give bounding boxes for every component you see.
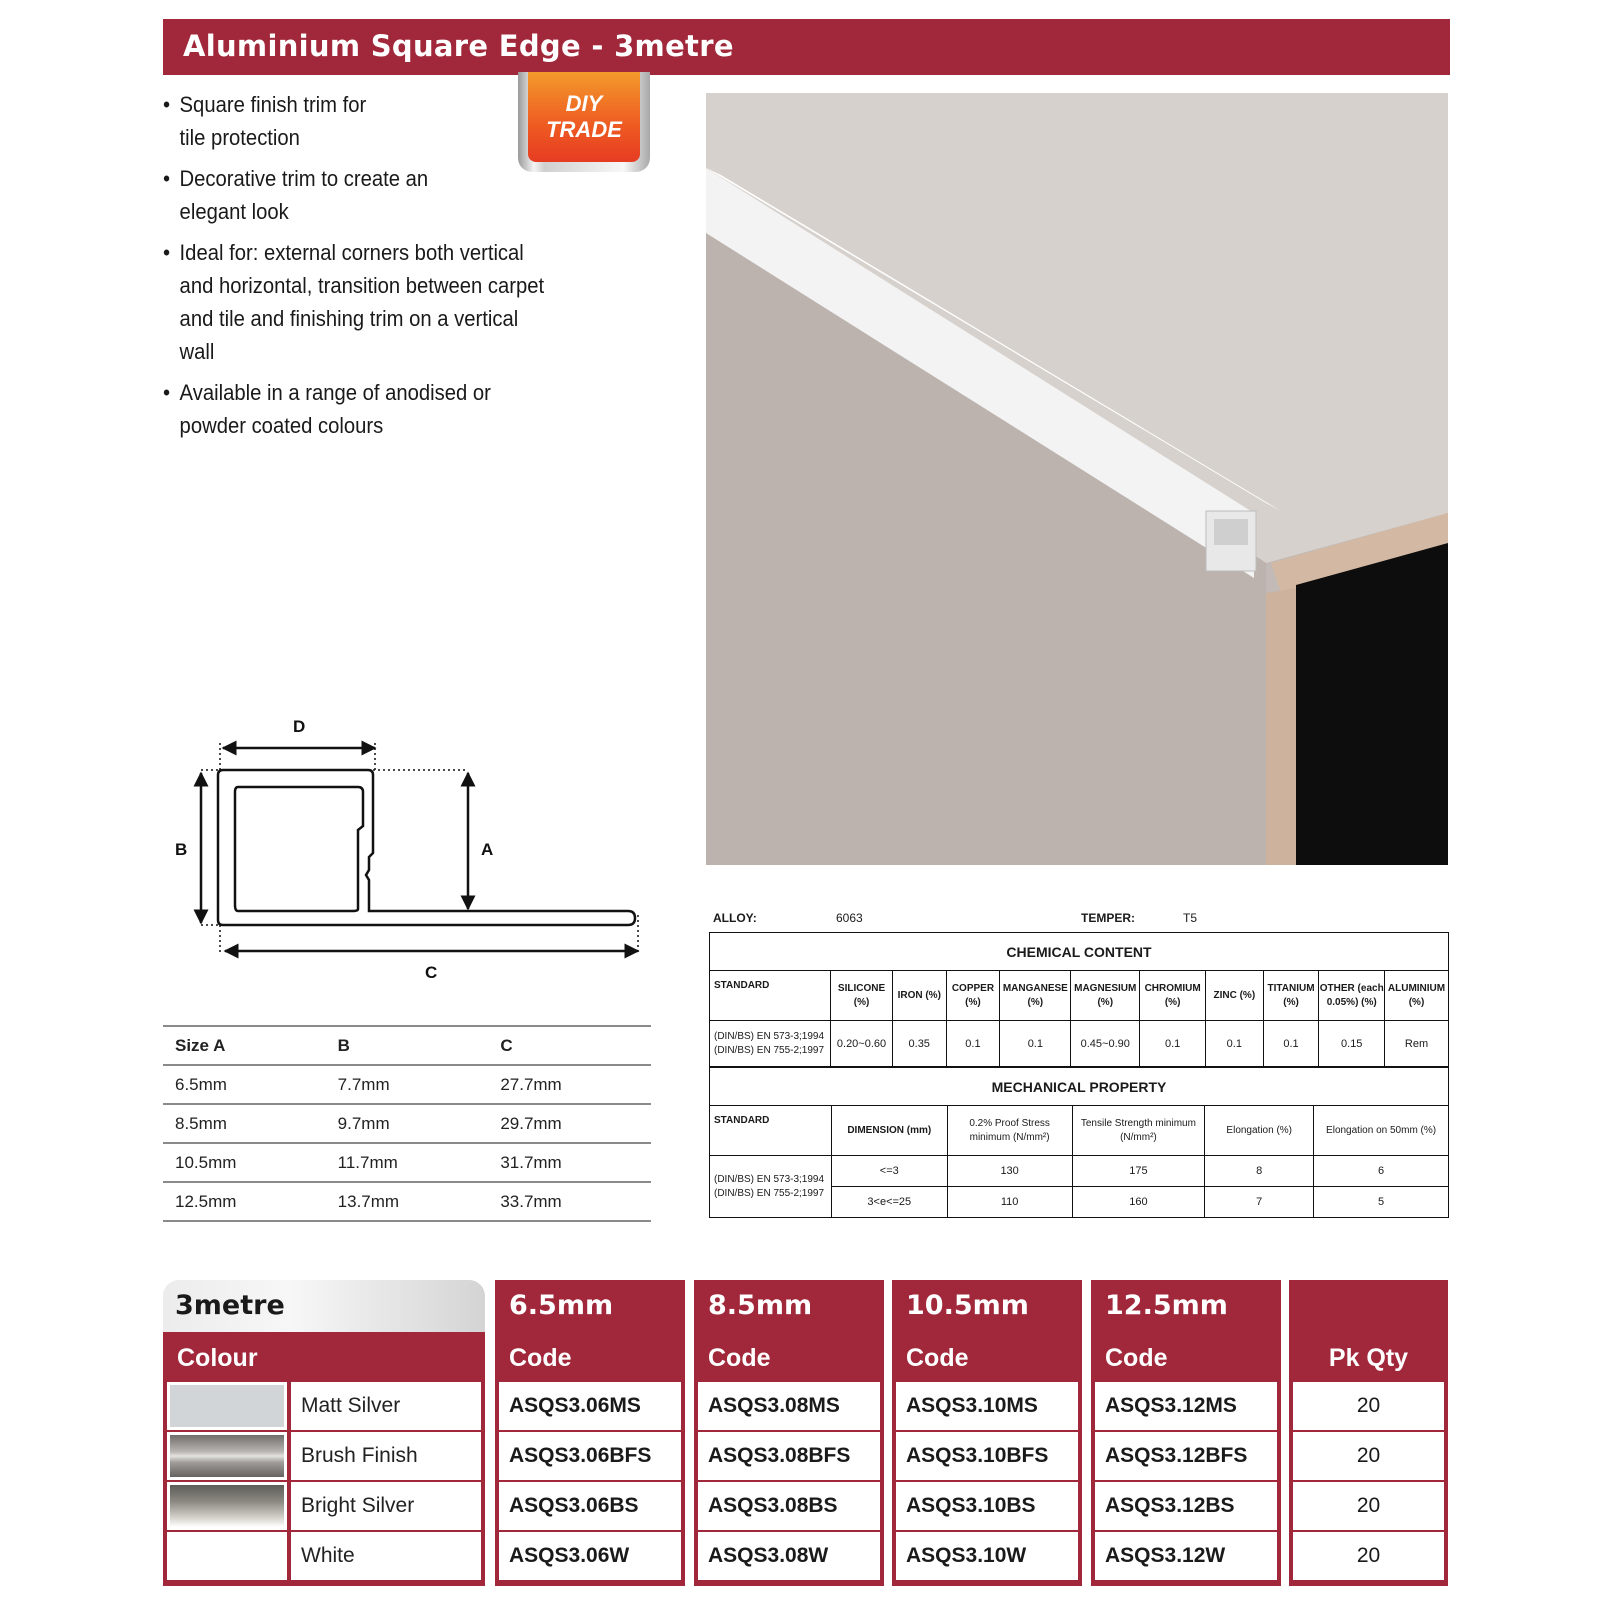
length-label: 3metre <box>163 1280 485 1332</box>
size-column-6-5: 6.5mm Code ASQS3.06MS ASQS3.06BFS ASQS3.06BS ASQS3.06W <box>495 1280 685 1586</box>
feature-item: • Available in a range of anodised or powder coated colours <box>163 376 549 442</box>
label-a: A <box>481 840 494 859</box>
feature-item: • Decorative trim to create an elegant look <box>163 162 439 228</box>
product-code: ASQS3.10MS <box>896 1382 1078 1430</box>
colour-row: Matt Silver <box>167 1382 481 1430</box>
badge-line-1: DIY <box>565 91 603 116</box>
product-code: ASQS3.12MS <box>1095 1382 1277 1430</box>
header-size-a: Size A <box>163 1026 326 1065</box>
pack-qty-column <box>1289 1280 1448 1586</box>
product-code: ASQS3.08MS <box>698 1382 880 1430</box>
product-code: ASQS3.12W <box>1095 1532 1277 1580</box>
table-row: 8.5mm 9.7mm 29.7mm <box>163 1104 651 1143</box>
alloy-row <box>713 911 1443 929</box>
product-code: ASQS3.10BS <box>896 1482 1078 1530</box>
size-column-8-5: 8.5mm Code ASQS3.08MS ASQS3.08BFS ASQS3.08BS ASQS3.08W <box>694 1280 884 1586</box>
label-b: B <box>175 840 188 859</box>
title-bar <box>163 19 1450 75</box>
temper-label: TEMPER: <box>1081 911 1135 925</box>
chemical-title: CHEMICAL CONTENT <box>710 933 1449 971</box>
chemical-content-table: CHEMICAL CONTENT STANDARD SILICONE (%) IRON (%) COPPER (%) MANGANESE (%) MAGNESIUM (%) CHROMIUM (%) ZINC (%) TITANIUM (%) OTHER (each 0.05%) (%) ALUMINIUM (%) (DIN/BS) EN 573-3;1994 (DIN/BS) EN 755-2;1997 0.20~0.60 0.35 0.1 0.1 0.45~0.90 0.1 0.1 0.1 0.15 Rem <box>709 932 1449 1067</box>
badge-line-2: TRADE <box>546 117 622 142</box>
colour-row: Brush Finish <box>167 1432 481 1480</box>
label-d: D <box>293 717 306 736</box>
temper-value: T5 <box>1183 911 1198 925</box>
product-code: ASQS3.12BS <box>1095 1482 1277 1530</box>
table-row: 6.5mm 7.7mm 27.7mm <box>163 1065 651 1104</box>
matt-silver-swatch <box>167 1382 287 1430</box>
pk-qty-header: Pk Qty <box>1328 1344 1409 1372</box>
white-swatch <box>167 1532 287 1580</box>
product-code: ASQS3.06MS <box>499 1382 681 1430</box>
size-table <box>163 1025 651 1222</box>
product-code: ASQS3.06BFS <box>499 1432 681 1480</box>
feature-list <box>163 88 613 450</box>
table-row: 10.5mm 11.7mm 31.7mm <box>163 1143 651 1182</box>
colour-header: Colour <box>177 1344 258 1372</box>
bright-silver-swatch <box>167 1482 287 1530</box>
colour-row: Bright Silver <box>167 1482 481 1530</box>
alloy-value: 6063 <box>836 911 863 925</box>
pk-qty: 20 <box>1293 1532 1444 1580</box>
product-code: ASQS3.08W <box>698 1532 880 1580</box>
pk-qty: 20 <box>1293 1432 1444 1480</box>
size-column-10-5: 10.5mm Code ASQS3.10MS ASQS3.10BFS ASQS3.10BS ASQS3.10W <box>892 1280 1082 1586</box>
brush-finish-swatch <box>167 1432 287 1480</box>
pk-qty: 20 <box>1293 1382 1444 1430</box>
product-photo <box>706 93 1448 865</box>
label-c: C <box>425 963 438 982</box>
mechanical-property-table: MECHANICAL PROPERTY STANDARD DIMENSION (mm) 0.2% Proof Stress minimum (N/mm²) Tensile Strength minimum (N/mm²) Elongation (%) Elongation on 50mm (%) (DIN/BS) EN 573-3;1994 (DIN/BS) EN 755-2;1997 <=3 130 175 8 6 3<e<=25 110 160 7 5 <box>709 1067 1449 1218</box>
product-code: ASQS3.08BS <box>698 1482 880 1530</box>
product-code: ASQS3.06W <box>499 1532 681 1580</box>
colour-row: White <box>167 1532 481 1580</box>
header-b: B <box>326 1026 489 1065</box>
product-code: ASQS3.06BS <box>499 1482 681 1530</box>
product-code: ASQS3.10BFS <box>896 1432 1078 1480</box>
table-header-row <box>163 1026 651 1065</box>
size-column-12-5: 12.5mm Code ASQS3.12MS ASQS3.12BFS ASQS3.12BS ASQS3.12W <box>1091 1280 1281 1586</box>
colour-column <box>163 1280 485 1586</box>
alloy-label: ALLOY: <box>713 911 757 925</box>
feature-item: • Ideal for: external corners both vertical and horizontal, transition between carpet and tile and finishing trim on a vertical wall <box>163 236 549 368</box>
product-code: ASQS3.10W <box>896 1532 1078 1580</box>
page-title: Aluminium Square Edge - 3metre <box>183 29 734 63</box>
mechanical-title: MECHANICAL PROPERTY <box>710 1068 1449 1106</box>
header-c: C <box>488 1026 651 1065</box>
pk-qty: 20 <box>1293 1482 1444 1530</box>
feature-item: • Square finish trim for tile protection <box>163 88 393 154</box>
profile-diagram <box>163 715 653 985</box>
product-code: ASQS3.12BFS <box>1095 1432 1277 1480</box>
table-row: 12.5mm 13.7mm 33.7mm <box>163 1182 651 1221</box>
product-code: ASQS3.08BFS <box>698 1432 880 1480</box>
